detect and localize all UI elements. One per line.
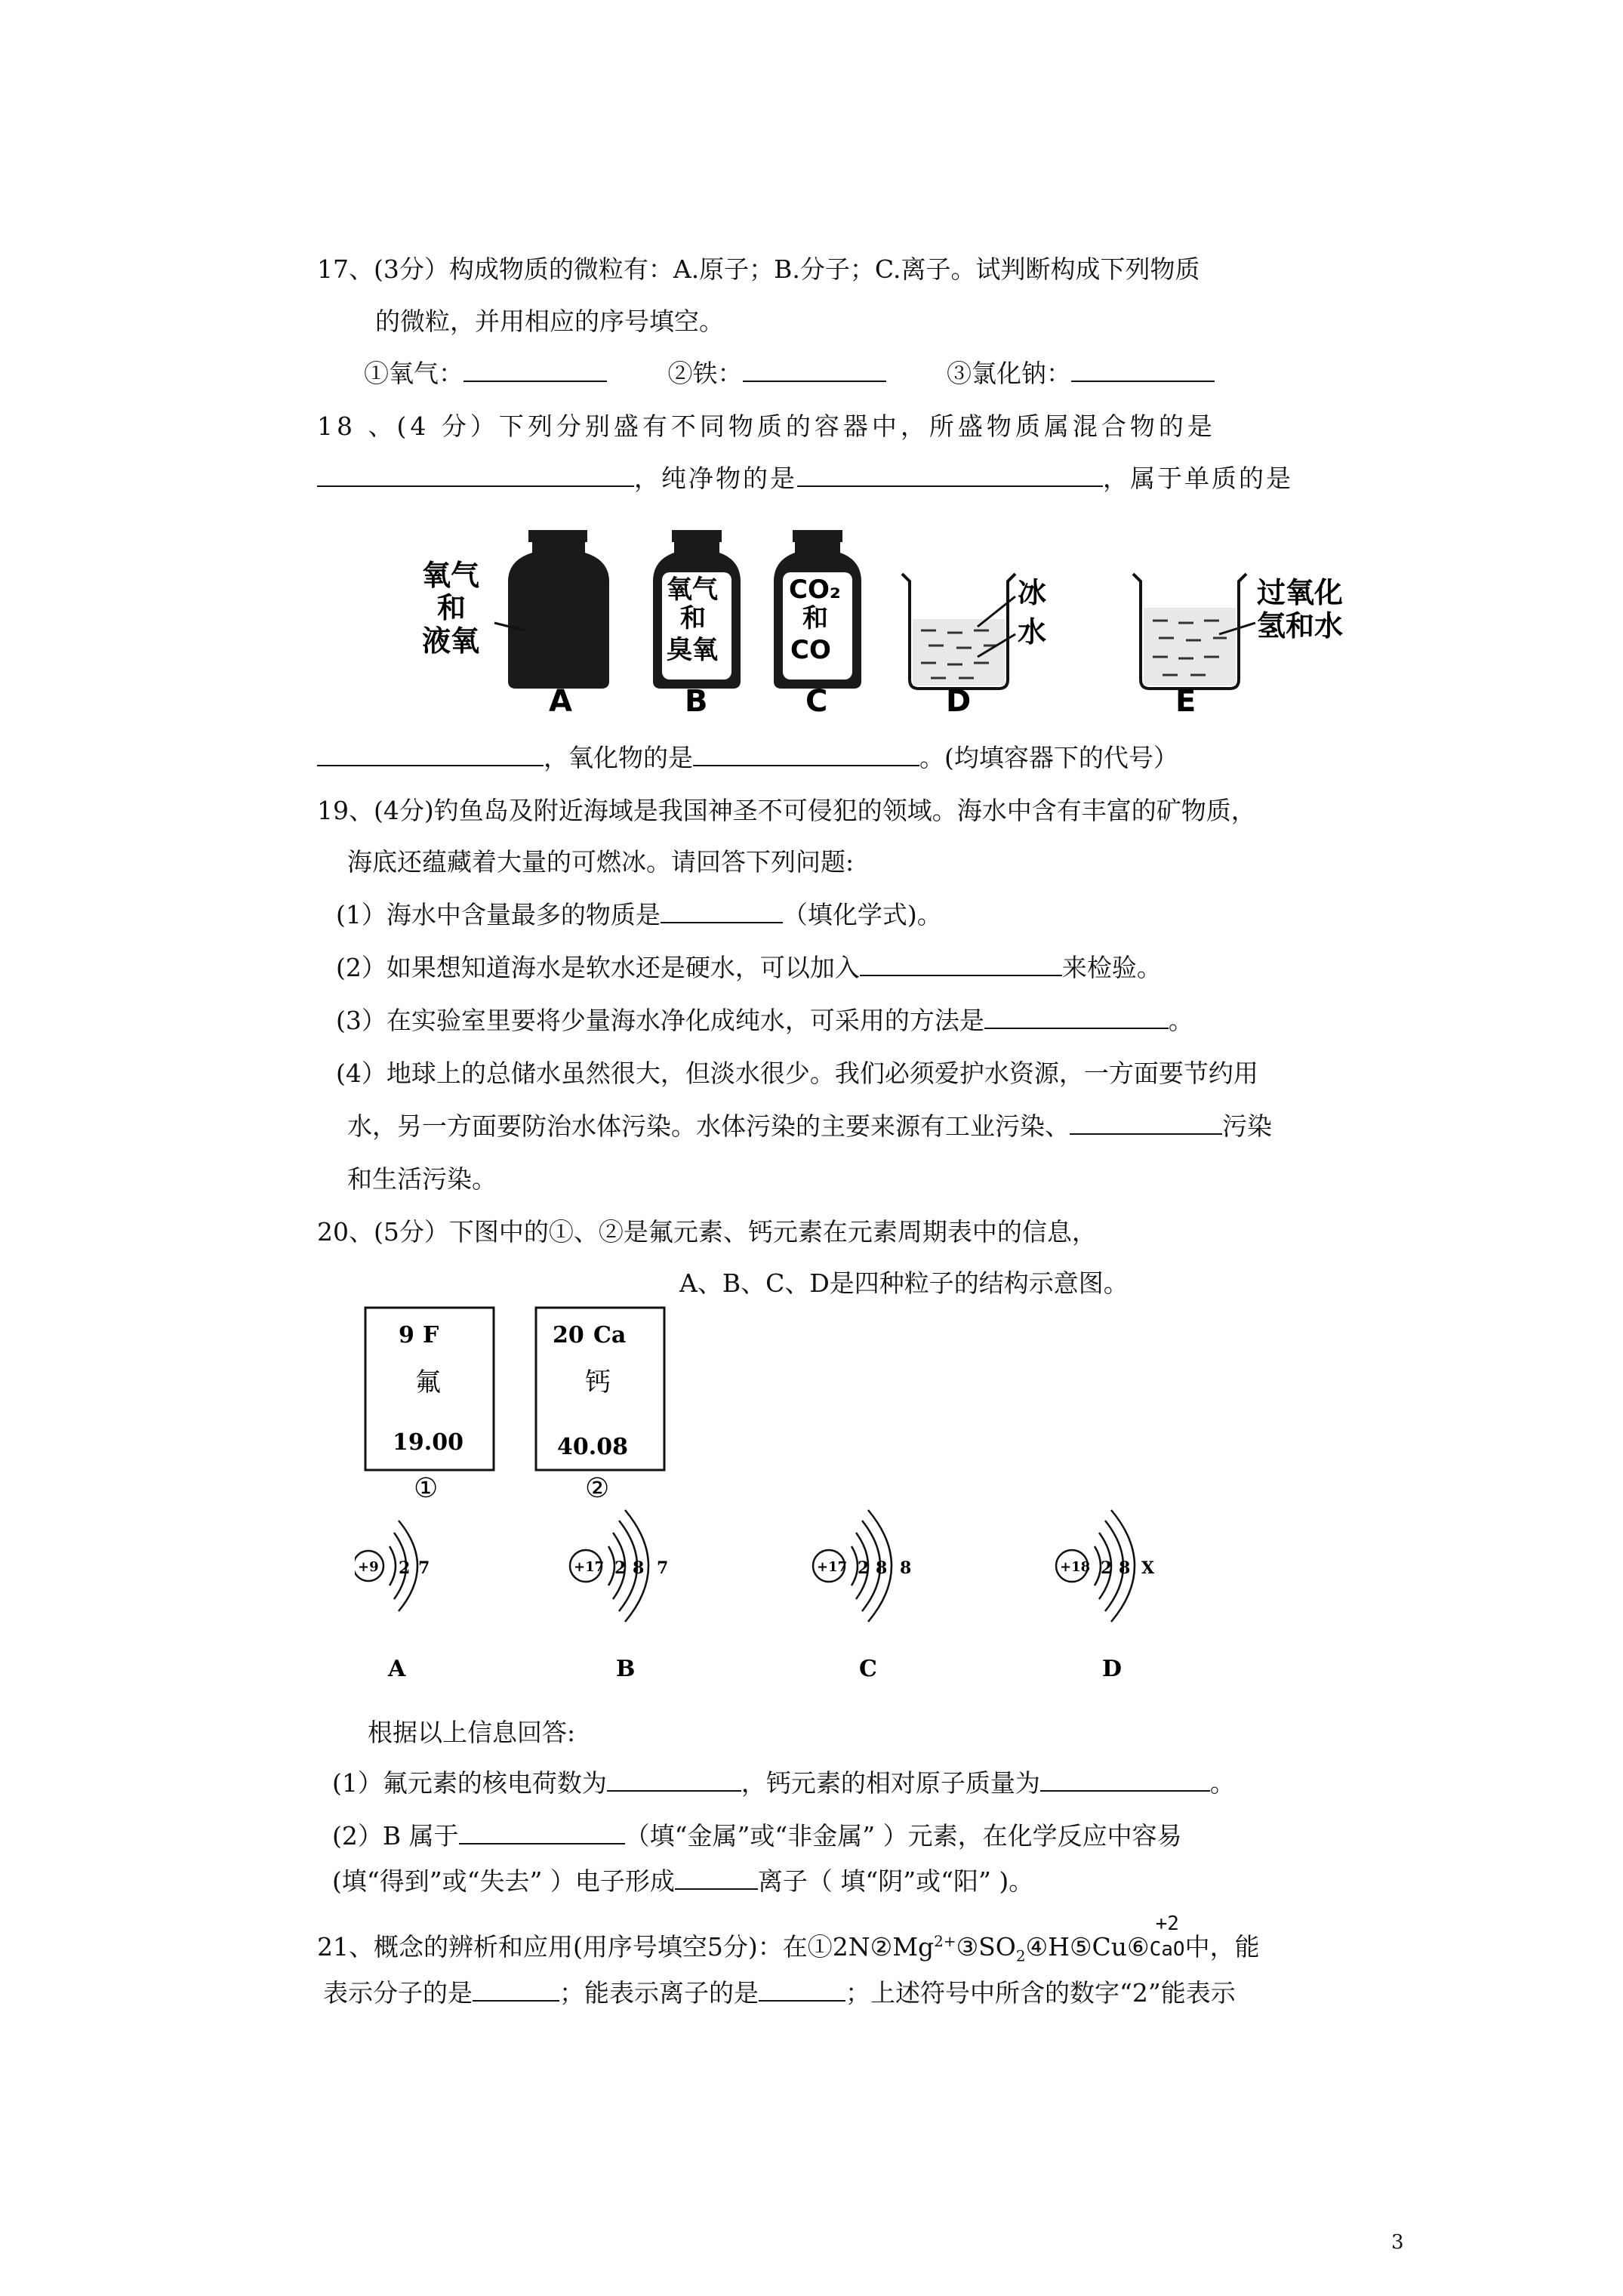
q17-item-iron: ②铁： xyxy=(667,359,743,388)
q18-instruction: 。(均填容器下的代号） xyxy=(919,743,1178,772)
particle-d-label: D xyxy=(1102,1656,1123,1682)
q20-sub2-line2: (填“得到”或“失去” ）电子形成 离子（ 填“阴”或“阳” )。 xyxy=(332,1866,1034,1896)
q21-subscript: 2 xyxy=(1015,1946,1026,1965)
q21-superscript: 2+ xyxy=(934,1932,956,1950)
particle-d-nucleus: +18 xyxy=(1060,1559,1091,1575)
particle-a xyxy=(355,1521,430,1682)
particle-b xyxy=(570,1510,668,1682)
fluorine-number: 9 xyxy=(399,1322,414,1348)
q21-blank-molecule[interactable] xyxy=(473,1977,559,2002)
particle-a-label: A xyxy=(388,1656,406,1682)
particle-c-shell-2: 8 xyxy=(876,1558,888,1578)
container-b-text-2: 和 xyxy=(680,603,706,633)
q19-blank-4[interactable] xyxy=(1070,1111,1222,1135)
container-e xyxy=(1133,574,1343,719)
q19-line1: 19、(4分)钓鱼岛及附近海域是我国神圣不可侵犯的领域。海水中含有丰富的矿物质， xyxy=(317,796,1256,825)
container-c-text-2: 和 xyxy=(802,603,828,633)
calcium-number: 20 xyxy=(553,1322,584,1348)
particle-b-shell-1: 2 xyxy=(614,1558,627,1578)
container-d xyxy=(902,574,1046,719)
particle-c xyxy=(813,1510,911,1682)
q17-item-nacl: ③氯化钠： xyxy=(947,359,1071,388)
q18-blank-element[interactable] xyxy=(317,742,544,766)
q20-blank-ion[interactable] xyxy=(675,1866,758,1890)
fluorine-mass: 19.00 xyxy=(393,1429,463,1456)
particle-b-shell-3: 7 xyxy=(657,1558,669,1578)
container-b-label: B xyxy=(685,684,708,719)
q18-pure-label: ，纯净物的是 xyxy=(634,464,797,493)
q19-sub4-line3: 和生活污染。 xyxy=(347,1164,497,1194)
q21-valence: +2 xyxy=(1155,1912,1179,1935)
particle-d-shell-1: 2 xyxy=(1101,1558,1113,1578)
q19-sub4-line1: (4）地球上的总储水虽然很大，但淡水很少。我们必须爱护水资源，一方面要节约用 xyxy=(336,1059,1258,1088)
container-a-label: A xyxy=(549,684,572,719)
q19-blank-2[interactable] xyxy=(860,952,1062,976)
particle-c-shell-3: 8 xyxy=(900,1558,912,1578)
container-c xyxy=(774,530,861,719)
particle-a-nucleus: +9 xyxy=(358,1559,379,1575)
particle-c-shell-1: 2 xyxy=(858,1558,870,1578)
element-box-fluorine xyxy=(365,1308,494,1504)
calcium-mark: ② xyxy=(585,1473,610,1504)
container-c-label: C xyxy=(805,684,828,719)
q20-line1: 20、(5分）下图中的①、②是氟元素、钙元素在元素周期表中的信息， xyxy=(317,1217,1097,1247)
q20-blank-charge[interactable] xyxy=(607,1767,741,1792)
q18-containers-figure xyxy=(419,513,1415,725)
q17-item-oxygen: ①氧气： xyxy=(364,359,463,388)
container-e-text-1: 过氧化 xyxy=(1257,576,1344,609)
q21-line2: 表示分子的是 ；能表示离子的是 ；上述符号中所含的数字“2”能表示 xyxy=(323,1978,1236,2008)
q19-sub1: (1）海水中含量最多的物质是 （填化学式)。 xyxy=(336,900,942,929)
calcium-name: 钙 xyxy=(585,1367,611,1398)
container-c-text-3: CO xyxy=(790,635,831,665)
q20-sub2-line1: (2）B 属于 （填“金属”或“非金属” ）元素，在化学反应中容易 xyxy=(332,1821,1182,1851)
particle-b-shell-2: 8 xyxy=(633,1558,645,1578)
q19-sub2: (2）如果想知道海水是软水还是硬水，可以加入 来检验。 xyxy=(336,953,1162,982)
particle-d-shell-2: 8 xyxy=(1119,1558,1131,1578)
q18-blank-oxide[interactable] xyxy=(693,742,919,766)
q17-blank-3[interactable] xyxy=(1071,358,1215,382)
container-e-text-2: 氢和水 xyxy=(1257,609,1344,643)
q19-sub4-line2: 水，另一方面要防治水体污染。水体污染的主要来源有工业污染、 污染 xyxy=(347,1111,1272,1141)
q19-blank-1[interactable] xyxy=(661,899,783,923)
q18-element-label: ，属于单质的是 xyxy=(1103,464,1293,493)
particle-d-shell-3: X xyxy=(1141,1558,1155,1578)
q20-intro: 根据以上信息回答: xyxy=(368,1718,576,1747)
particle-c-label: C xyxy=(859,1656,877,1682)
container-a-text-3: 液氧 xyxy=(422,624,480,658)
q18-blank-pure[interactable] xyxy=(797,463,1103,487)
element-box-calcium xyxy=(536,1308,664,1504)
q21-cao-with-valence: +2 CaO xyxy=(1150,1933,1185,1966)
q17-line2: 的微粒，并用相应的序号填空。 xyxy=(375,307,724,336)
q21-blank-ion[interactable] xyxy=(759,1977,845,2002)
q19-line2: 海底还蕴藏着大量的可燃冰。请回答下列问题: xyxy=(347,847,855,877)
container-d-text-1: 冰 xyxy=(1018,576,1047,609)
q21-line1: 21、概念的辨析和应用(用序号填空5分)：在$①2N②Mg^{2+}③SO_2④H⑤Cu⑥$ +2 CaO中，能 xyxy=(317,1925,1260,1973)
container-a-text-2: 和 xyxy=(437,591,467,624)
container-d-label: D xyxy=(946,684,972,719)
page-number: 3 xyxy=(1391,2231,1404,2254)
calcium-mass: 40.08 xyxy=(557,1434,628,1460)
q17-blank-2[interactable] xyxy=(743,358,886,382)
q20-line2: A、B、C、D是四种粒子的结构示意图。 xyxy=(679,1268,1129,1298)
q18-line2 xyxy=(317,462,1293,495)
container-d-text-2: 水 xyxy=(1018,615,1047,649)
container-b-text-3: 臭氧 xyxy=(667,635,718,665)
calcium-symbol: Ca xyxy=(593,1322,627,1348)
container-e-label: E xyxy=(1175,684,1196,719)
q19-blank-3[interactable] xyxy=(984,1005,1169,1029)
q17-items xyxy=(364,357,1215,390)
q20-blank-type[interactable] xyxy=(459,1820,625,1845)
fluorine-symbol: F xyxy=(423,1322,439,1348)
q18-line1: 18 、(4 分）下列分别盛有不同物质的容器中，所盛物质属混合物的是 xyxy=(317,411,1216,441)
particle-b-nucleus: +17 xyxy=(574,1559,605,1575)
particle-a-shell-1: 2 xyxy=(399,1558,411,1578)
q17-blank-1[interactable] xyxy=(463,358,607,382)
q20-blank-mass[interactable] xyxy=(1040,1767,1210,1792)
container-a-text-1: 氧气 xyxy=(422,559,480,592)
q20-figure xyxy=(355,1306,1412,1699)
q18-line3 xyxy=(317,741,1178,775)
q18-blank-mixture[interactable] xyxy=(317,463,634,487)
container-a xyxy=(422,530,609,719)
particle-d xyxy=(1056,1510,1155,1682)
q17-line1: 17、(3分）构成物质的微粒有：A.原子；B.分子；C.离子。试判断构成下列物质 xyxy=(317,254,1200,284)
particle-a-shell-2: 7 xyxy=(418,1558,430,1578)
fluorine-name: 氟 xyxy=(415,1367,441,1398)
container-b xyxy=(653,530,741,719)
q18-oxide-label: ，氧化物的是 xyxy=(544,743,693,772)
fluorine-mark: ① xyxy=(414,1473,439,1504)
container-c-text-1: CO₂ xyxy=(789,575,841,605)
particle-c-nucleus: +17 xyxy=(817,1559,848,1575)
particle-b-label: B xyxy=(616,1656,636,1682)
q20-sub1: (1）氟元素的核电荷数为 ，钙元素的相对原子质量为 。 xyxy=(332,1768,1235,1798)
q19-sub3: (3）在实验室里要将少量海水净化成纯水，可采用的方法是 。 xyxy=(336,1006,1193,1035)
container-b-text-1: 氧气 xyxy=(667,575,718,605)
